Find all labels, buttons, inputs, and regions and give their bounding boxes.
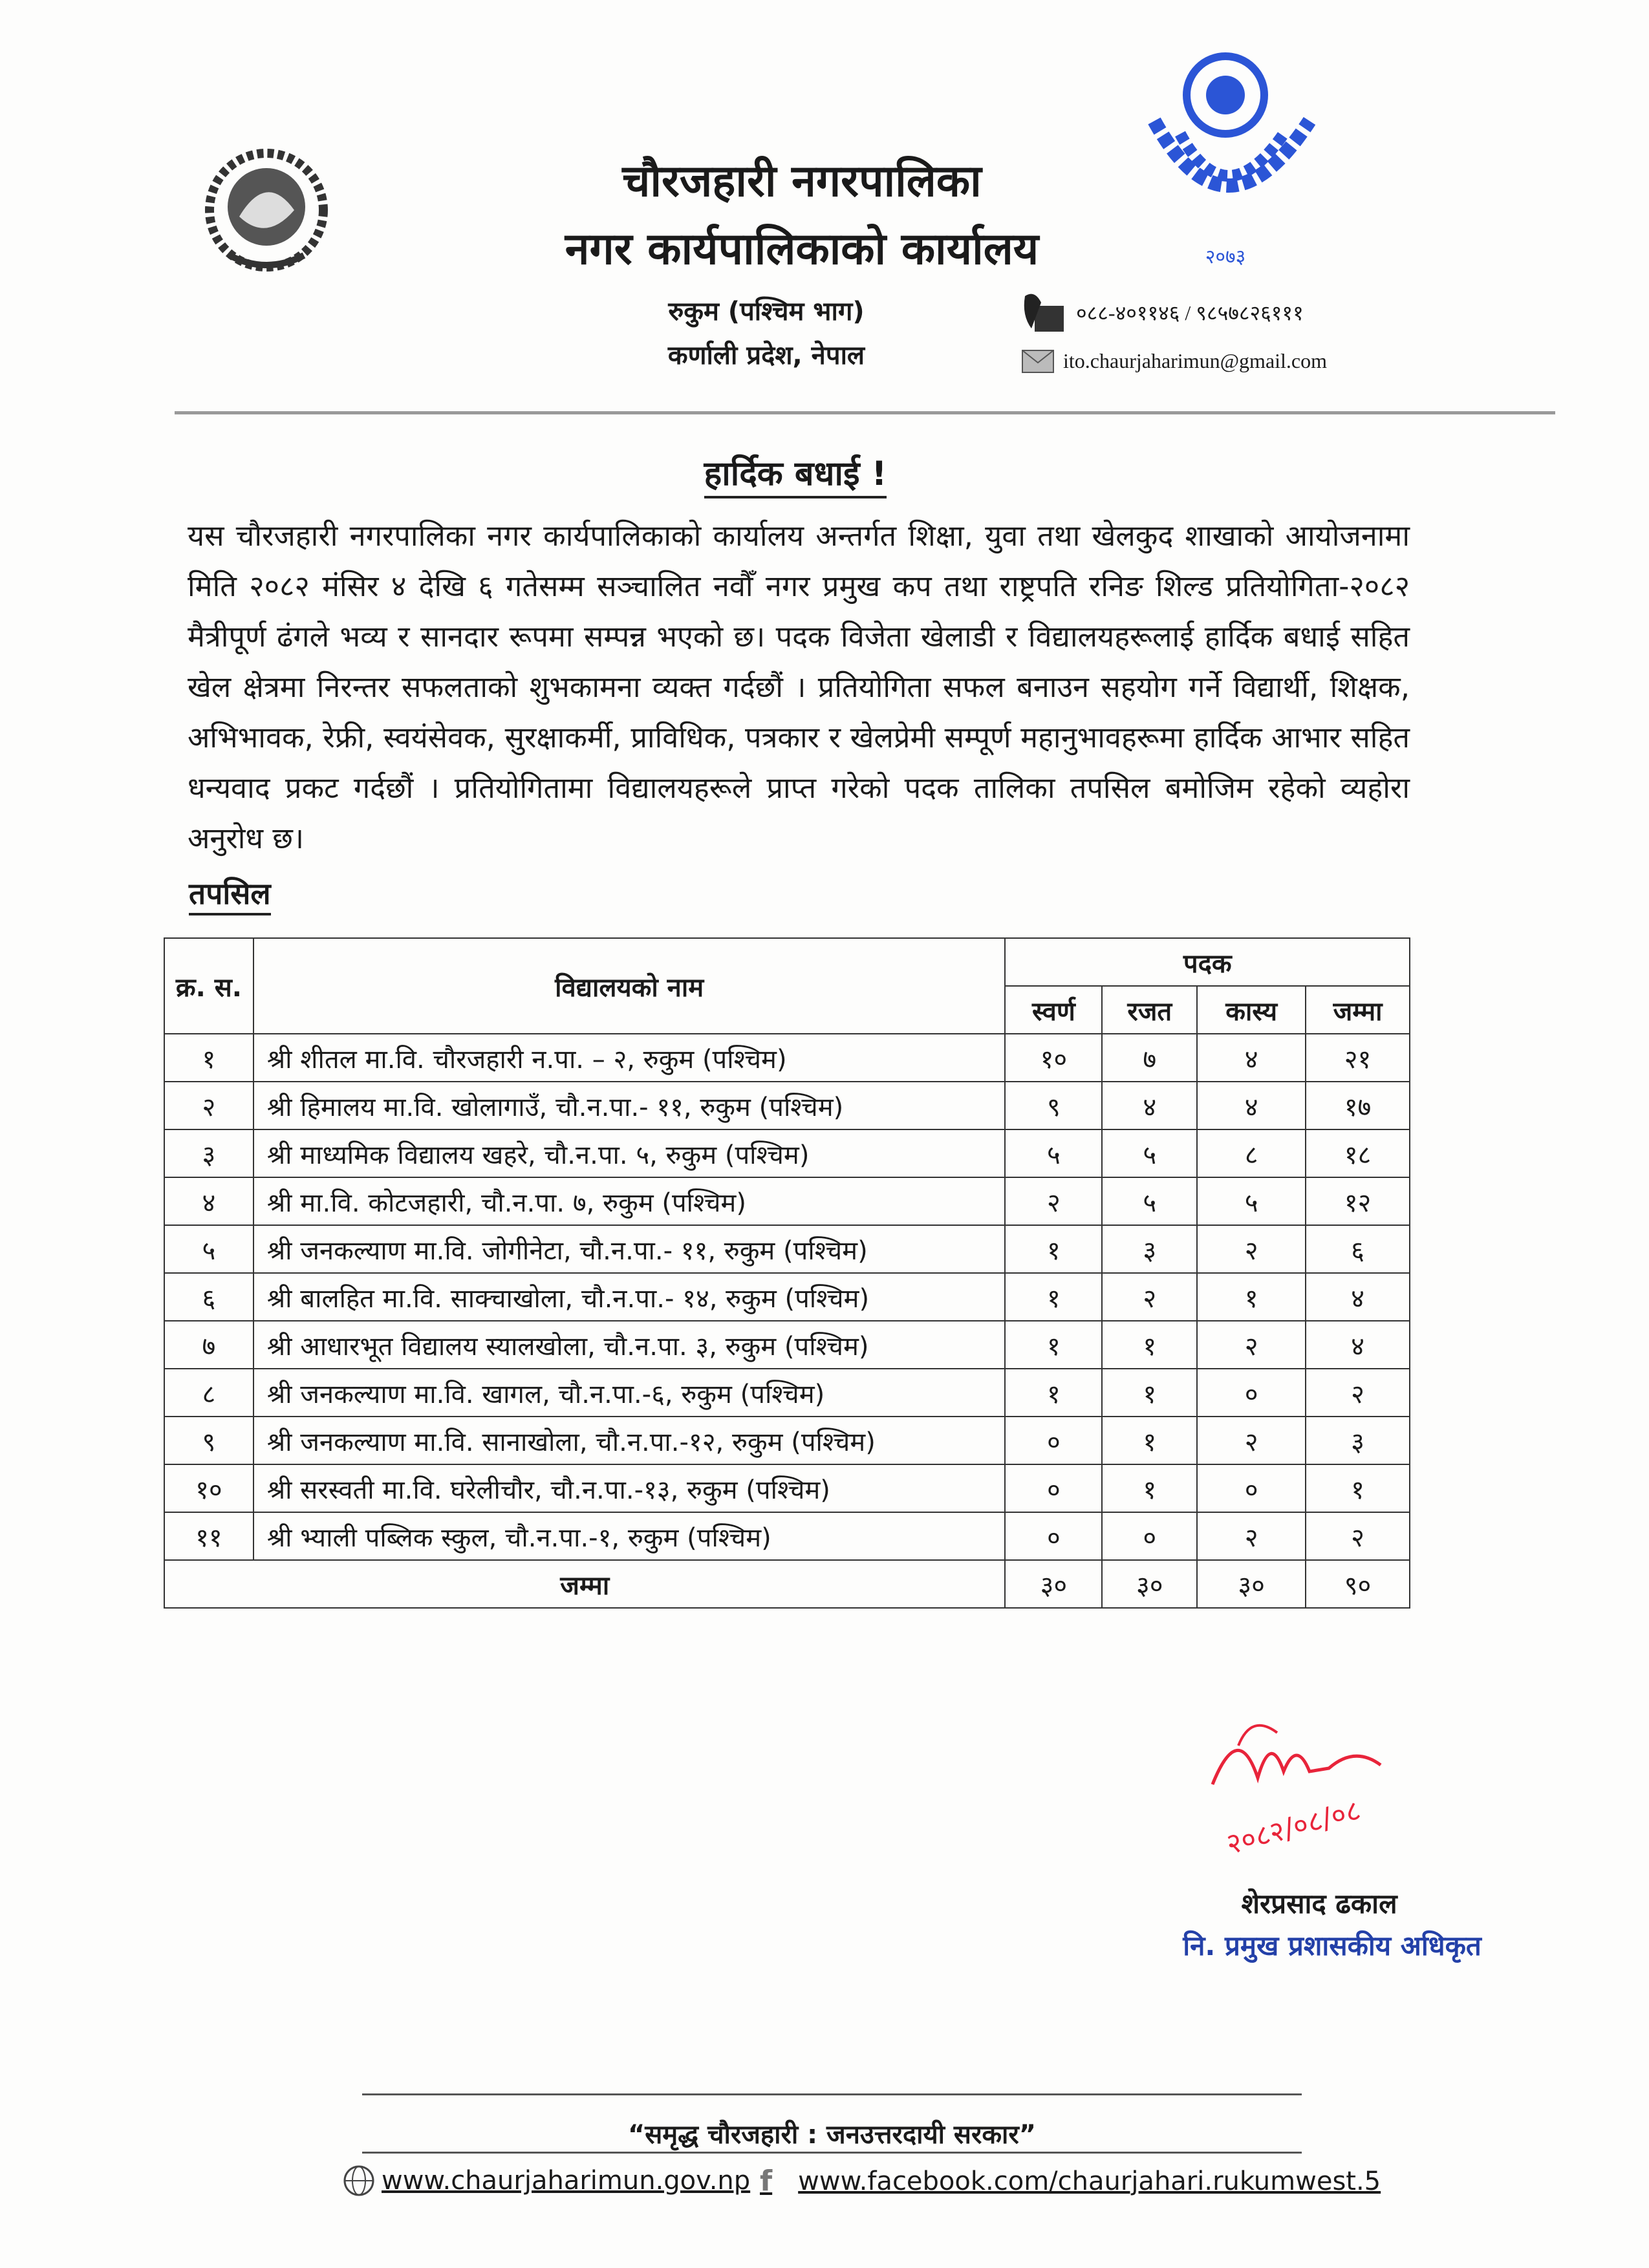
- signatory-name: शेरप्रसाद ढकाल: [1241, 1888, 1397, 1920]
- cell-sn: ७: [164, 1321, 253, 1369]
- table-row: [164, 1273, 1410, 1321]
- cell-bronze: १: [1197, 1273, 1306, 1321]
- header-divider: [175, 411, 1555, 414]
- cell-gold: ०: [1005, 1417, 1102, 1464]
- cell-total: ३: [1306, 1417, 1410, 1464]
- cell-sn: ५: [164, 1225, 253, 1273]
- cell-bronze: २: [1197, 1512, 1306, 1560]
- cell-gold: ०: [1005, 1512, 1102, 1560]
- letter-heading: [517, 449, 1073, 495]
- cell-sn: ९: [164, 1417, 253, 1464]
- col-header-bronze: कास्य: [1197, 986, 1306, 1034]
- table-row: [164, 1321, 1410, 1369]
- cell-silver: १: [1102, 1417, 1197, 1464]
- cell-total: २: [1306, 1512, 1410, 1560]
- col-header-gold: स्वर्ण: [1005, 986, 1102, 1034]
- col-header-medal: पदक: [1005, 938, 1410, 986]
- cell-sn: ८: [164, 1369, 253, 1417]
- annex-label: तपसिल: [189, 873, 271, 915]
- total-all: ९०: [1306, 1560, 1410, 1608]
- cell-sn: २: [164, 1082, 253, 1129]
- province: कर्णाली प्रदेश, नेपाल: [667, 341, 865, 370]
- footer-divider-bottom: [362, 2152, 1302, 2154]
- heading-text: हार्दिक बधाई !: [704, 455, 887, 498]
- cell-sn: १०: [164, 1464, 253, 1512]
- table-row: [164, 1417, 1410, 1464]
- footer-divider-top: [362, 2093, 1302, 2095]
- cell-school: श्री सरस्वती मा.वि. घरेलीचौर, चौ.न.पा.-१३, रुकुम (पश्चिम): [253, 1464, 1006, 1512]
- office-stamp: [1128, 43, 1335, 276]
- facebook-icon: f: [760, 2165, 773, 2198]
- medal-table: [164, 937, 1410, 1609]
- cell-total: ४: [1306, 1273, 1410, 1321]
- website-url: www.chaurjaharimun.gov.np: [382, 2166, 751, 2196]
- table-row: [164, 1225, 1410, 1273]
- cell-silver: १: [1102, 1464, 1197, 1512]
- cell-gold: ५: [1005, 1129, 1102, 1177]
- cell-sn: ३: [164, 1129, 253, 1177]
- globe-icon: [343, 2165, 375, 2197]
- col-header-silver: रजत: [1102, 986, 1197, 1034]
- cell-gold: ९: [1005, 1082, 1102, 1129]
- cell-total: १: [1306, 1464, 1410, 1512]
- cell-bronze: २: [1197, 1417, 1306, 1464]
- cell-gold: १: [1005, 1273, 1102, 1321]
- table-row: [164, 1129, 1410, 1177]
- cell-total: ४: [1306, 1321, 1410, 1369]
- cell-gold: १: [1005, 1321, 1102, 1369]
- table-row: [164, 1082, 1410, 1129]
- total-row: [164, 1560, 1410, 1608]
- table-row: [164, 1512, 1410, 1560]
- total-bronze: ३०: [1197, 1560, 1306, 1608]
- cell-school: श्री जनकल्याण मा.वि. जोगीनेटा, चौ.न.पा.- ११, रुकुम (पश्चिम): [253, 1225, 1006, 1273]
- cell-bronze: ०: [1197, 1464, 1306, 1512]
- cell-school: श्री हिमालय मा.वि. खोलागाउँ, चौ.न.पा.- ११, रुकुम (पश्चिम): [253, 1082, 1006, 1129]
- district: रुकुम (पश्चिम भाग): [668, 297, 865, 326]
- cell-school: श्री मा.वि. कोटजहारी, चौ.न.पा. ७, रुकुम (पश्चिम): [253, 1177, 1006, 1225]
- letter-body: यस चौरजहारी नगरपालिका नगर कार्यपालिकाको कार्यालय अन्तर्गत शिक्षा, युवा तथा खेलकुद शाखाको आयोजनामा मिति २०८२ मंसिर ४ देखि ६ गतेसम्म सञ्चालित नवौँ नगर प्रमुख कप तथा राष्ट्रपति रनिङ शिल्ड प्रतियोगिता-२०८२ मैत्रीपूर्ण ढंगले भव्य र सानदार रूपमा सम्पन्न भएको छ। पदक विजेता खेलाडी र विद्यालयहरूलाई हार्दिक बधाई सहित खेल क्षेत्रमा निरन्तर सफलताको शुभकामना व्यक्त गर्दछौं । प्रतियोगिता सफल बनाउन सहयोग गर्ने विद्यार्थी, शिक्षक, अभिभावक, रेफ्री, स्वयंसेवक, सुरक्षाकर्मी, प्राविधिक, पत्रकार र खेलप्रेमी सम्पूर्ण महानुभावहरूमा हार्दिक आभार सहित धन्यवाद प्रकट गर्दछौं । प्रतियोगितामा विद्यालयहरूले प्राप्त गरेको पदक तालिका तपसिल बमोजिम रहेको व्यहोरा अनुरोध छ।: [188, 519, 1410, 855]
- cell-gold: १०: [1005, 1034, 1102, 1082]
- table-row: [164, 1464, 1410, 1512]
- cell-bronze: २: [1197, 1321, 1306, 1369]
- cell-silver: ५: [1102, 1177, 1197, 1225]
- cell-sn: ६: [164, 1273, 253, 1321]
- cell-gold: १: [1005, 1225, 1102, 1273]
- facebook-url: www.facebook.com/chaurjahari.rukumwest.5: [798, 2166, 1381, 2196]
- org-name: चौरजहारी नगरपालिका: [622, 156, 982, 207]
- table-row: [164, 1369, 1410, 1417]
- cell-bronze: २: [1197, 1225, 1306, 1273]
- col-header-sn: क्र. स.: [164, 938, 253, 1034]
- cell-school: श्री आधारभूत विद्यालय स्यालखोला, चौ.न.पा. ३, रुकुम (पश्चिम): [253, 1321, 1006, 1369]
- cell-silver: ३: [1102, 1225, 1197, 1273]
- phone-number: ०८८-४०११४६ / ९८५७८२६१११: [1076, 301, 1304, 325]
- total-gold: ३०: [1005, 1560, 1102, 1608]
- cell-total: १२: [1306, 1177, 1410, 1225]
- cell-gold: २: [1005, 1177, 1102, 1225]
- handwritten-signature: [1200, 1707, 1394, 1868]
- cell-school: श्री जनकल्याण मा.वि. खागल, चौ.न.पा.-६, रुकुम (पश्चिम): [253, 1369, 1006, 1417]
- email-icon: [1022, 350, 1054, 373]
- cell-silver: ७: [1102, 1034, 1197, 1082]
- total-silver: ३०: [1102, 1560, 1197, 1608]
- cell-silver: २: [1102, 1273, 1197, 1321]
- cell-total: १७: [1306, 1082, 1410, 1129]
- cell-silver: ५: [1102, 1129, 1197, 1177]
- svg-text:२०७३: २०७३: [1205, 246, 1246, 268]
- total-label: जम्मा: [164, 1560, 1005, 1608]
- cell-total: ६: [1306, 1225, 1410, 1273]
- cell-bronze: ८: [1197, 1129, 1306, 1177]
- cell-total: २: [1306, 1369, 1410, 1417]
- cell-bronze: ४: [1197, 1034, 1306, 1082]
- cell-silver: १: [1102, 1369, 1197, 1417]
- footer-slogan: “समृद्ध चौरजहारी : जनउत्तरदायी सरकार”: [627, 2120, 1037, 2150]
- cell-silver: ०: [1102, 1512, 1197, 1560]
- signatory-title: नि. प्रमुख प्रशासकीय अधिकृत: [1183, 1930, 1482, 1962]
- cell-gold: ०: [1005, 1464, 1102, 1512]
- cell-sn: ११: [164, 1512, 253, 1560]
- cell-total: २१: [1306, 1034, 1410, 1082]
- cell-school: श्री भ्याली पब्लिक स्कुल, चौ.न.पा.-१, रुकुम (पश्चिम): [253, 1512, 1006, 1560]
- facebook-link[interactable]: [760, 2165, 1381, 2198]
- col-header-total: जम्मा: [1306, 986, 1410, 1034]
- cell-sn: १: [164, 1034, 253, 1082]
- cell-total: १८: [1306, 1129, 1410, 1177]
- cell-gold: १: [1005, 1369, 1102, 1417]
- cell-school: श्री बालहित मा.वि. साक्चाखोला, चौ.न.पा.- १४, रुकुम (पश्चिम): [253, 1273, 1006, 1321]
- email-contact: [1022, 349, 1327, 373]
- table-row: [164, 1034, 1410, 1082]
- table-row: [164, 1177, 1410, 1225]
- cell-silver: १: [1102, 1321, 1197, 1369]
- telephone-icon: [1022, 290, 1067, 335]
- cell-sn: ४: [164, 1177, 253, 1225]
- website-link[interactable]: [343, 2165, 750, 2197]
- cell-bronze: ५: [1197, 1177, 1306, 1225]
- cell-school: श्री शीतल मा.वि. चौरजहारी न.पा. – २, रुकुम (पश्चिम): [253, 1034, 1006, 1082]
- cell-bronze: ४: [1197, 1082, 1306, 1129]
- cell-school: श्री जनकल्याण मा.वि. सानाखोला, चौ.न.पा.-१२, रुकुम (पश्चिम): [253, 1417, 1006, 1464]
- office-name: नगर कार्यपालिकाको कार्यालय: [565, 224, 1039, 275]
- phone-contact: [1022, 290, 1304, 335]
- cell-silver: ४: [1102, 1082, 1197, 1129]
- nepal-emblem-icon: [194, 145, 339, 275]
- email-address: ito.chaurjaharimun@gmail.com: [1063, 349, 1328, 372]
- cell-school: श्री माध्यमिक विद्यालय खहरे, चौ.न.पा. ५, रुकुम (पश्चिम): [253, 1129, 1006, 1177]
- col-header-school: विद्यालयको नाम: [253, 938, 1006, 1034]
- svg-text:२०८२/०८/०८: २०८२/०८/०८: [1222, 1793, 1364, 1861]
- cell-bronze: ०: [1197, 1369, 1306, 1417]
